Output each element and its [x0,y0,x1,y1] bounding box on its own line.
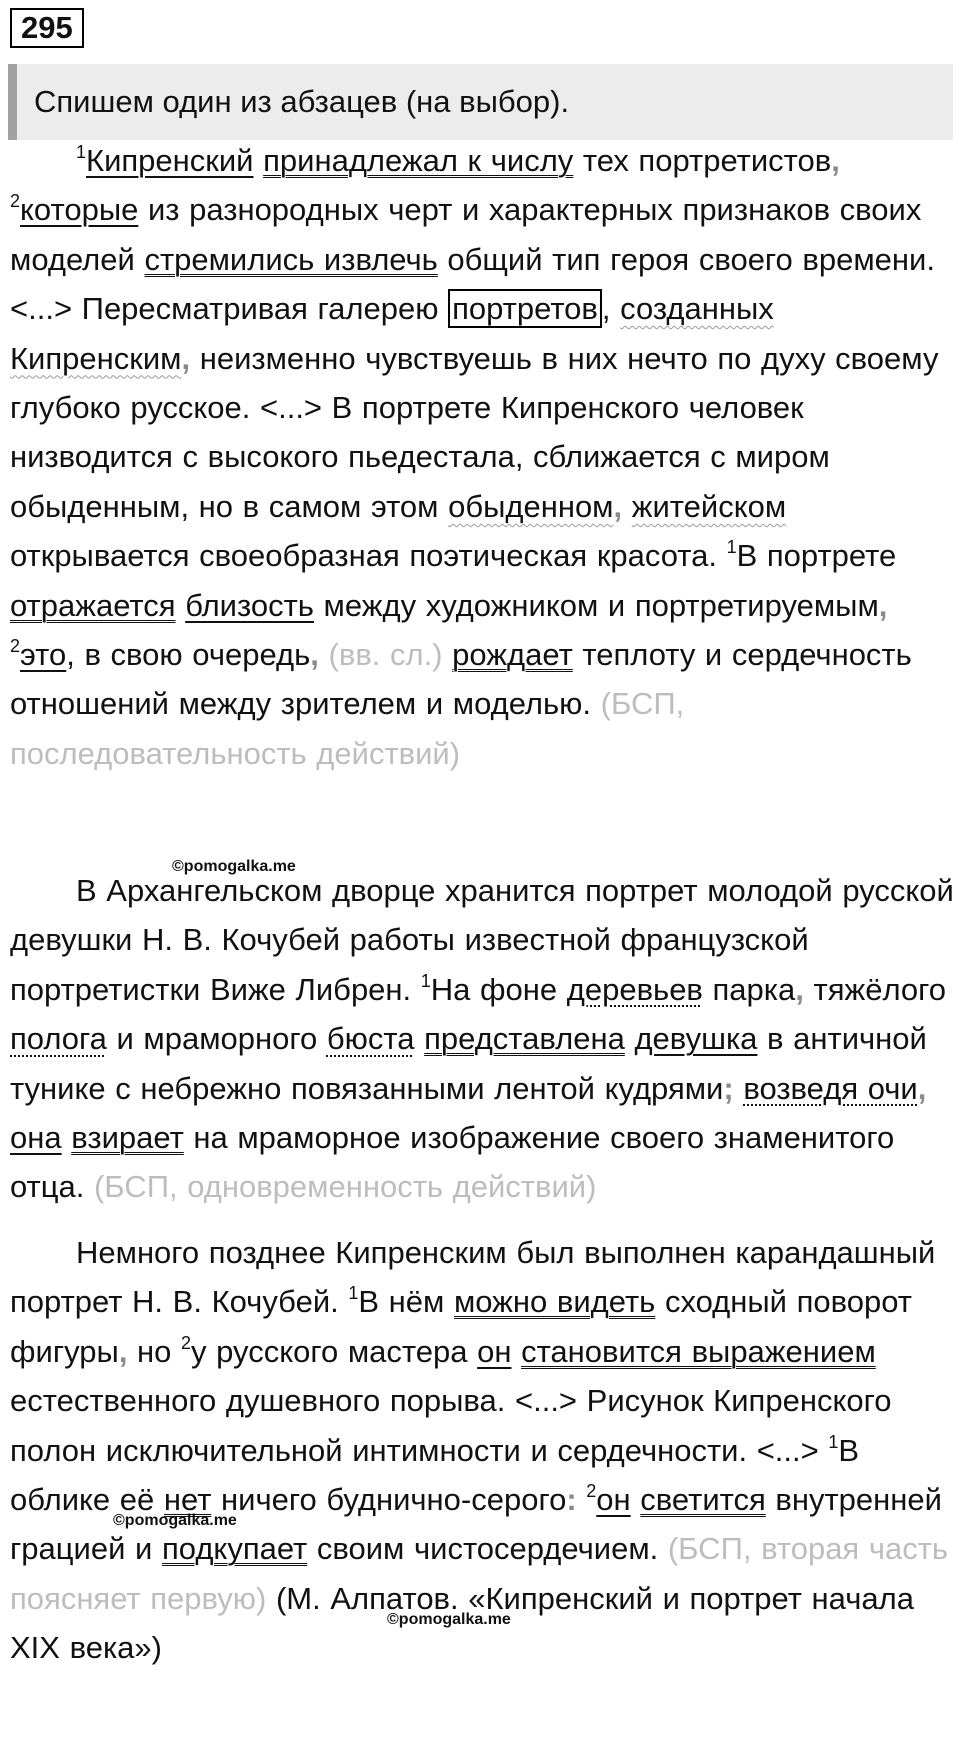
subject: он [477,1333,512,1369]
boxed-word: портретов [448,289,602,328]
subject: которые [20,192,139,228]
clause-index: 1 [348,1283,359,1304]
predicate: представлена [424,1021,625,1057]
paragraph-3: Немного позднее Кипренским был выполнен карандашный портрет Н. В. Кочубей. $^1$В нём можно видеть сходный поворот фигуры, но $^2$у русского мастера он становится выражением естественного душевного порыва. <...> Рисунок Кипренского полон исключительной интимности и сердечности. <...> $^1$В облике её нет ничего буднично-серого: $^2$он светится внутренней грацией и подкупает своим чистосердечием. (БСП, вторая часть поясняет первую) (М. Алпатов. «Кипренский и портрет начала XIX века») [10,1235,949,1666]
predicate: становится выражением [521,1333,876,1369]
predicate: стремились извлечь [144,241,438,277]
grammar-note: (БСП, последовательность действий) [10,686,685,771]
predicate: рождает [452,637,573,673]
watermark: ©pomogalka.me [387,1611,511,1628]
predicate: нет [163,1482,212,1518]
adverbial-phrase: возведя очи [743,1070,918,1106]
predicate: взирает [71,1120,184,1156]
subject: это [20,637,67,673]
clause-index: 2 [10,191,21,212]
paragraph-2: В Архангельском дворце хранится портрет молодой русской девушки Н. В. Кочубей работы известной французской портретистки Виже Либрен. $^1$На фоне деревьев парка, тяжёлого полога и мраморного бюста представлена девушка в античной тунике с небрежно повязанными лентой кудрями; возведя очи, она взирает на мраморное изображение своего знаменитого отца. (БСП, одновременность действий) [10,873,954,1205]
adverbial: деревьев [566,971,703,1007]
homogeneous-member: житейском [631,488,787,524]
watermark: ©pomogalka.me [113,1512,237,1529]
clause-index: 2 [10,636,21,657]
clause-index: 1 [726,537,737,558]
predicate: светится [640,1482,766,1518]
subject: она [10,1120,62,1156]
watermark: ©pomogalka.me [172,858,296,875]
grammar-note: (БСП, одновременность действий) [93,1169,597,1205]
task-instruction: Спишем один из абзацев (на выбор). [8,64,953,140]
punctuation-mark: ; [723,1070,734,1106]
punctuation-mark: , [118,1333,128,1369]
punctuation-mark: , [613,488,623,524]
subject: он [596,1482,631,1518]
source-citation: (М. Алпатов. «Кипренский и портрет начала XIX века») [10,1580,914,1666]
predicate: отражается [10,587,176,623]
punctuation-mark: , [831,143,840,178]
exercise-number: 295 [10,8,84,48]
homogeneous-member: обыденном [448,488,614,524]
clause-index: 1 [76,142,87,162]
participial-phrase: созданных Кипренским [10,291,774,376]
punctuation-mark: , [181,340,191,376]
punctuation-mark: , [310,637,319,673]
clause-index: 1 [828,1431,839,1452]
clause-index: 1 [420,970,431,991]
predicate: можно видеть [453,1284,656,1320]
adverbial: полога [10,1021,107,1057]
subject: девушка [634,1021,758,1057]
grammar-note: (БСП, вторая часть поясняет первую) [10,1531,949,1616]
punctuation-mark: , [795,971,804,1007]
punctuation-mark: , [917,1070,927,1106]
punctuation-mark: , [878,587,888,623]
predicate: подкупает [161,1531,308,1567]
adverbial: бюста [326,1021,415,1057]
subject: Кипренский [86,143,254,178]
clause-index: 2 [586,1481,597,1502]
punctuation-mark: : [566,1482,577,1518]
paragraph-1: $^1$Кипренский принадлежал к числу тех портретистов, $^2$которые из разнородных черт и характерных признаков своих моделей стремились извлечь общий тип героя своего времени. <...> Пересматривая галерею портретов , созданных Кипренским, неизменно чувствуешь в них нечто по духу своему глубоко русское. <...> В портрете Кипренского человек низводится с высокого пьедестала, сближается с миром обыденным, но в самом этом обыденном, житейском открывается своеобразная поэтическая красота. $^1$В портрете отражается близость между художником и портретируемым, $^2$это, в свою очередь, (вв. сл.) рождает теплоту и сердечность отношений между зрителем и моделью. (БСП, последовательность действий) [10,142,939,771]
clause-index: 2 [181,1332,192,1353]
grammar-note: (вв. сл.) [328,637,443,673]
predicate: принадлежал к числу [263,143,574,178]
subject: близость [185,587,314,623]
